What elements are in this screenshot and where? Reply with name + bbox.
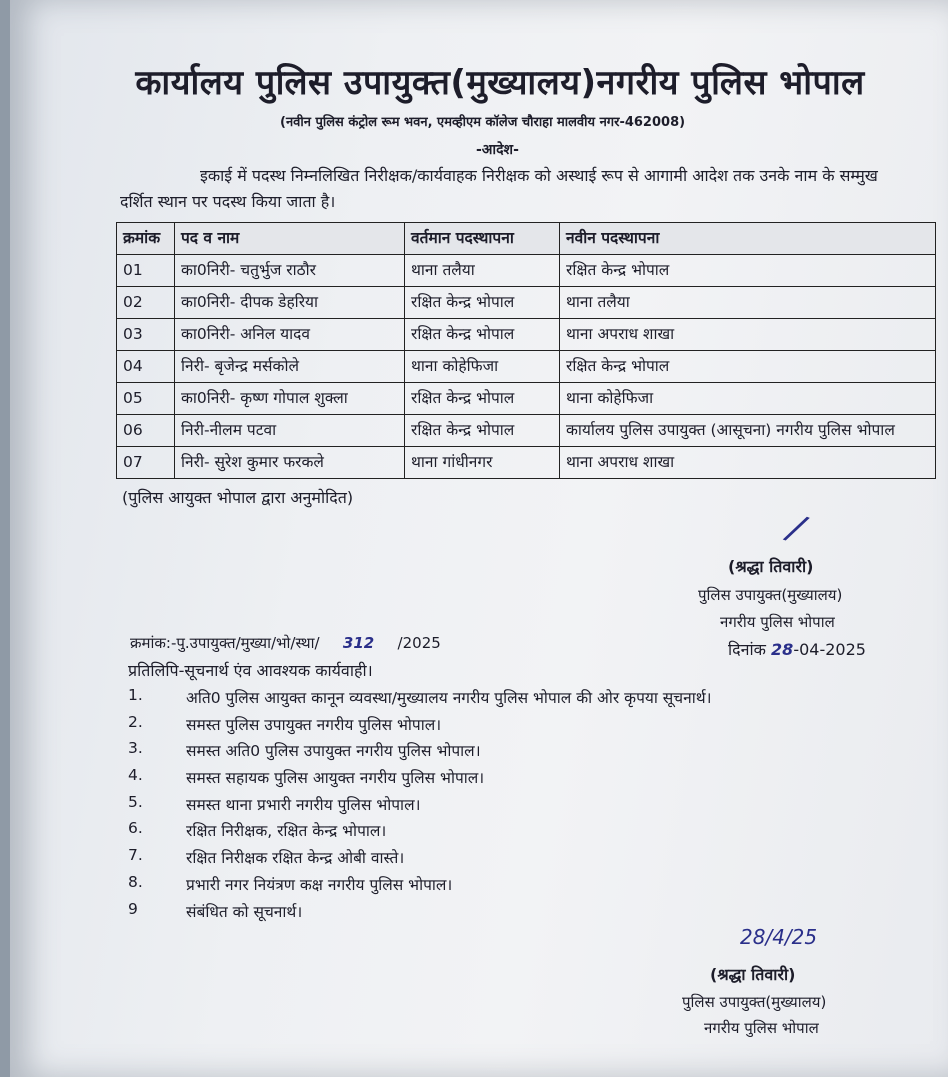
reference-number (130, 633, 441, 653)
cell-sno: 07 (117, 447, 175, 479)
list-item-number: 4. (128, 766, 143, 785)
list-item-text: संबंधित को सूचनार्थ। (186, 902, 303, 921)
distribution-list (128, 686, 888, 926)
order-heading: -आदेश- (476, 142, 519, 158)
cell-current: थाना तलैया (405, 255, 560, 287)
page-title: कार्यालय पुलिस उपायुक्त(मुख्यालय)नगरीय पुलिस भोपाल (135, 63, 865, 103)
cell-sno: 06 (117, 415, 175, 447)
list-item-number: 6. (128, 819, 143, 838)
signatory-name: (श्रद्धा तिवारी) (728, 557, 814, 576)
cell-new: थाना अपराध शाखा (560, 319, 936, 351)
order-intro: इकाई में पदस्थ निम्नलिखित निरीक्षक/कार्यवाहक निरीक्षक को अस्थाई रूप से आगामी आदेश तक उनके नाम के सम्मुख दर्शित स्थान पर पदस्थ किया जाता है। (120, 166, 878, 211)
cell-name: निरी-नीलम पटवा (175, 415, 405, 447)
cell-current: थाना कोहेफिजा (405, 351, 560, 383)
cell-new: कार्यालय पुलिस उपायुक्त (आसूचना) नगरीय पुलिस भोपाल (560, 415, 936, 447)
table-header-row (117, 223, 936, 255)
cell-current: रक्षित केन्द्र भोपाल (405, 415, 560, 447)
copy-heading: प्रतिलिपि-सूचनार्थ एंव आवश्यक कार्यवाही। (128, 661, 373, 680)
cell-sno: 01 (117, 255, 175, 287)
list-item (128, 873, 888, 900)
reference-prefix: क्रमांक:-पु.उपायुक्त/मुख्या/भो/स्था/ (130, 634, 320, 652)
cell-new: थाना तलैया (560, 287, 936, 319)
list-item-number: 9 (128, 899, 138, 918)
col-header-name: पद व नाम (175, 223, 405, 255)
cell-current: रक्षित केन्द्र भोपाल (405, 287, 560, 319)
list-item-text: समस्त थाना प्रभारी नगरीय पुलिस भोपाल। (186, 795, 421, 814)
cell-new: रक्षित केन्द्र भोपाल (560, 351, 936, 383)
cell-name: का0निरी- कृष्ण गोपाल शुक्ला (175, 383, 405, 415)
table-row (117, 415, 936, 447)
office-address: (नवीन पुलिस कंट्रोल रूम भवन, एमव्हीएम कॉलेज चौराहा मालवीय नगर-462008) (280, 115, 686, 130)
table-row (117, 447, 936, 479)
document-page (10, 0, 948, 1077)
cell-new: थाना कोहेफिजा (560, 383, 936, 415)
list-item-number: 3. (128, 739, 143, 758)
signatory-designation: पुलिस उपायुक्त(मुख्यालय) (698, 586, 843, 604)
cell-sno: 04 (117, 351, 175, 383)
list-item (128, 900, 888, 927)
table-row (117, 255, 936, 287)
list-item-number: 2. (128, 712, 143, 731)
cell-new: थाना अपराध शाखा (560, 447, 936, 479)
list-item-text: समस्त अति0 पुलिस उपायुक्त नगरीय पुलिस भोपाल। (186, 742, 481, 761)
cell-sno: 03 (117, 319, 175, 351)
handwritten-signature-date: 28/4/25 (740, 925, 818, 949)
cell-name: निरी- सुरेश कुमार फरकले (175, 447, 405, 479)
approval-note: (पुलिस आयुक्त भोपाल द्वारा अनुमोदित) (122, 488, 354, 507)
col-header-sno: क्रमांक (117, 223, 175, 255)
posting-table (116, 222, 936, 479)
cell-sno: 05 (117, 383, 175, 415)
table-row (117, 287, 936, 319)
cell-sno: 02 (117, 287, 175, 319)
order-date (728, 638, 866, 660)
list-item-text: प्रभारी नगर नियंत्रण कक्ष नगरीय पुलिस भोपाल। (186, 875, 453, 894)
cell-new: रक्षित केन्द्र भोपाल (560, 255, 936, 287)
list-item-number: 1. (128, 686, 143, 704)
list-item-text: अति0 पुलिस आयुक्त कानून व्यवस्था/मुख्यालय नगरीय पुलिस भोपाल की ओर कृपया सूचनार्थ। (186, 689, 712, 707)
signatory-name: (श्रद्धा तिवारी) (710, 965, 796, 984)
list-item (128, 846, 888, 873)
cell-name: निरी- बृजेन्द्र मर्सकोले (175, 351, 405, 383)
table-row (117, 319, 936, 351)
cell-current: थाना गांधीनगर (405, 447, 560, 479)
date-handwritten-day: 28 (771, 640, 794, 659)
col-header-new: नवीन पदस्थापना (560, 223, 936, 255)
list-item-text: समस्त सहायक पुलिस आयुक्त नगरीय पुलिस भोपाल। (186, 769, 485, 788)
date-label: दिनांक (728, 640, 766, 659)
table-row (117, 351, 936, 383)
list-item (128, 793, 888, 820)
signature-stroke-icon: / (783, 507, 809, 550)
cell-current: रक्षित केन्द्र भोपाल (405, 383, 560, 415)
list-item-number: 8. (128, 872, 143, 891)
reference-year: /2025 (397, 634, 441, 652)
list-item (128, 739, 888, 766)
list-item-text: रक्षित निरीक्षक, रक्षित केन्द्र भोपाल। (186, 822, 387, 841)
list-item-text: समस्त पुलिस उपायुक्त नगरीय पुलिस भोपाल। (186, 715, 442, 734)
signatory-city: नगरीय पुलिस भोपाल (720, 613, 835, 631)
date-rest: -04-2025 (793, 640, 866, 659)
col-header-current: वर्तमान पदस्थापना (405, 223, 560, 255)
list-item-number: 7. (128, 846, 143, 865)
cell-current: रक्षित केन्द्र भोपाल (405, 319, 560, 351)
signatory-designation: पुलिस उपायुक्त(मुख्यालय) (682, 993, 827, 1011)
cell-name: का0निरी- अनिल यादव (175, 319, 405, 351)
cell-name: का0निरी- दीपक डेहरिया (175, 287, 405, 319)
reference-handwritten-number: 312 (342, 634, 375, 652)
list-item (128, 766, 888, 793)
list-item-text: रक्षित निरीक्षक रक्षित केन्द्र ओबी वास्ते। (186, 849, 405, 868)
list-item-number: 5. (128, 792, 143, 811)
list-item (128, 686, 888, 713)
signatory-city: नगरीय पुलिस भोपाल (704, 1019, 819, 1037)
list-item (128, 819, 888, 846)
list-item (128, 713, 888, 740)
table-row (117, 383, 936, 415)
cell-name: का0निरी- चतुर्भुज राठौर (175, 255, 405, 287)
